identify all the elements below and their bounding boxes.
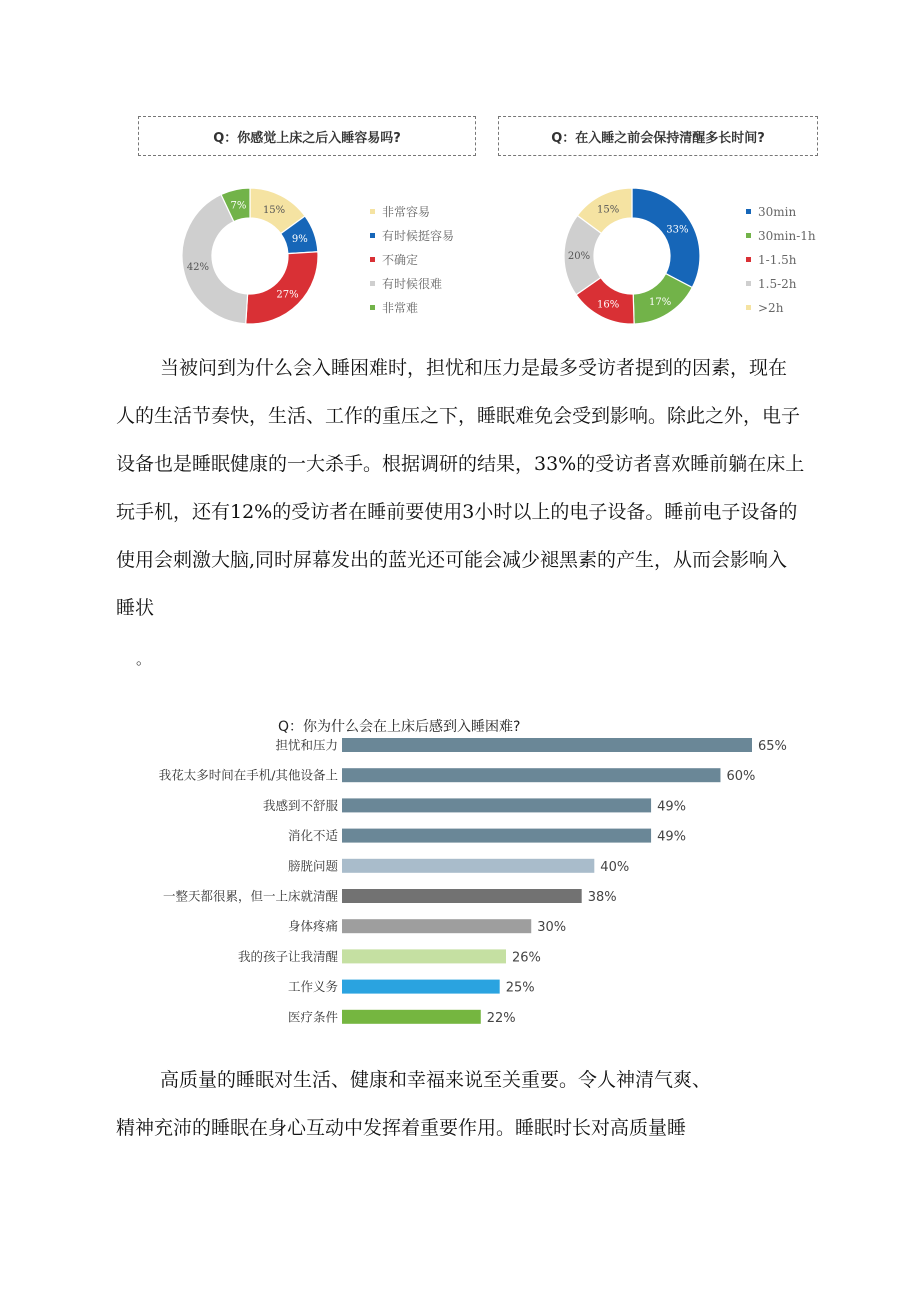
bar [342, 738, 752, 752]
donut-slice-label: 15% [597, 204, 620, 216]
donut-slice [246, 252, 318, 324]
legend-item [370, 227, 454, 244]
bar-value-label: 38% [587, 890, 617, 905]
legend-swatch [746, 233, 751, 238]
text-line: 设备也是睡眠健康的一大杀手。根据调研的结果，33%的受访者喜欢睡前躺在床上 [116, 453, 805, 475]
legend-item [746, 205, 796, 219]
legend-label: 30min-1h [758, 229, 816, 243]
donut-slice-label: 17% [649, 296, 672, 308]
bar-chart-difficulty-reasons [140, 730, 820, 1030]
text-line: 睡状 [116, 597, 155, 619]
text-line: 精神充沛的睡眠在身心互动中发挥着重要作用。睡眠时长对高质量睡 [116, 1117, 687, 1139]
donut-slice-label: 7% [230, 200, 247, 212]
legend-item [370, 251, 418, 268]
bar-value-label: 40% [600, 859, 630, 875]
bar [342, 798, 651, 812]
legend-swatch [370, 209, 375, 214]
text-line: 人的生活节奏快，生活、工作的重压之下，睡眠难免会受到影响。除此之外，电子 [116, 405, 801, 427]
legend-label: 有时候挺容易 [382, 229, 455, 243]
bar [342, 829, 651, 843]
donut-slice-label: 20% [567, 251, 591, 263]
bar-category-label: 我花太多时间在手机/其他设备上 [158, 767, 338, 783]
chart1-question-box [138, 116, 476, 156]
bar-category-label: 膀胱问题 [287, 858, 338, 874]
donut-chart-awake-duration [562, 186, 702, 326]
legend-label: 1-1.5h [758, 253, 797, 267]
bar-category-label: 一整天都很累，但一上床就清醒 [162, 888, 338, 904]
bar [342, 768, 720, 782]
legend-label: >2h [758, 301, 784, 315]
legend-swatch [370, 305, 375, 310]
legend-swatch [746, 209, 751, 214]
text-line: 高质量的睡眠对生活、健康和幸福来说至关重要。令人神清气爽、 [160, 1069, 712, 1091]
bar-category-label: 我的孩子让我清醒 [237, 948, 338, 964]
bar-category-label: 医疗条件 [287, 1009, 338, 1025]
legend-swatch [370, 233, 375, 238]
legend-item [370, 203, 430, 220]
bar-value-label: 49% [657, 829, 686, 845]
legend-item [746, 253, 797, 267]
legend-item [746, 277, 797, 291]
legend-swatch [746, 257, 751, 262]
text-line: 。 [136, 650, 152, 668]
donut-slice-label: 15% [262, 204, 286, 216]
chart2-title: Q：在入睡之前会保持清醒多长时间? [551, 130, 765, 146]
bar-value-label: 49% [657, 799, 686, 815]
bar [342, 949, 506, 963]
legend-swatch [370, 257, 375, 262]
bar-category-label: 消化不适 [287, 828, 338, 844]
bar-value-label: 30% [537, 920, 567, 936]
bar-value-label: 22% [486, 1010, 516, 1026]
chart1-title: Q：你感觉上床之后入睡容易吗? [213, 130, 401, 146]
chart2-question-box [498, 116, 818, 156]
legend-item [746, 229, 816, 243]
text-line: 玩手机，还有12%的受访者在睡前要使用3小时以上的电子设备。睡前电子设备的 [116, 501, 798, 523]
donut-chart-sleep-ease [180, 186, 320, 326]
legend-label: 非常容易 [382, 205, 431, 219]
bar [342, 859, 594, 873]
bar [342, 980, 500, 994]
donut-slice-label: 33% [666, 224, 689, 236]
legend-label: 30min [758, 205, 797, 219]
legend-label: 非常难 [382, 301, 419, 315]
bar-value-label: 60% [726, 769, 756, 785]
legend-item [370, 275, 442, 292]
bar-category-label: 身体疼痛 [287, 918, 338, 934]
bar [342, 1010, 481, 1024]
bar-category-label: 担忧和压力 [275, 737, 338, 753]
bar-category-label: 我感到不舒服 [262, 797, 338, 813]
bar [342, 919, 531, 933]
legend-item [370, 299, 418, 316]
legend-label: 不确定 [382, 253, 419, 267]
bar [342, 889, 582, 903]
donut-slice-label: 27% [276, 289, 299, 301]
donut-slice-label: 9% [291, 234, 308, 246]
legend-item [746, 301, 783, 315]
text-line: 使用会刺激大脑,同时屏幕发出的蓝光还可能会减少褪黑素的产生，从而会影响入 [116, 549, 788, 571]
bar-value-label: 26% [512, 950, 541, 966]
legend-swatch [370, 281, 375, 286]
legend-swatch [746, 281, 751, 286]
bar-value-label: 65% [758, 739, 787, 754]
bar-value-label: 25% [505, 980, 535, 996]
donut-slice-label: 16% [597, 299, 620, 311]
donut-slice-label: 42% [186, 261, 210, 273]
bar-category-label: 工作义务 [287, 979, 338, 995]
legend-label: 1.5-2h [758, 277, 797, 291]
donut-slice [632, 188, 700, 288]
text-line: 当被问到为什么会入睡困难时，担忧和压力是最多受访者提到的因素，现在 [160, 357, 788, 379]
legend-label: 有时候很难 [382, 277, 443, 291]
legend-swatch [746, 305, 751, 310]
bar-chart-title: Q：你为什么会在上床后感到入睡困难? [278, 719, 521, 735]
